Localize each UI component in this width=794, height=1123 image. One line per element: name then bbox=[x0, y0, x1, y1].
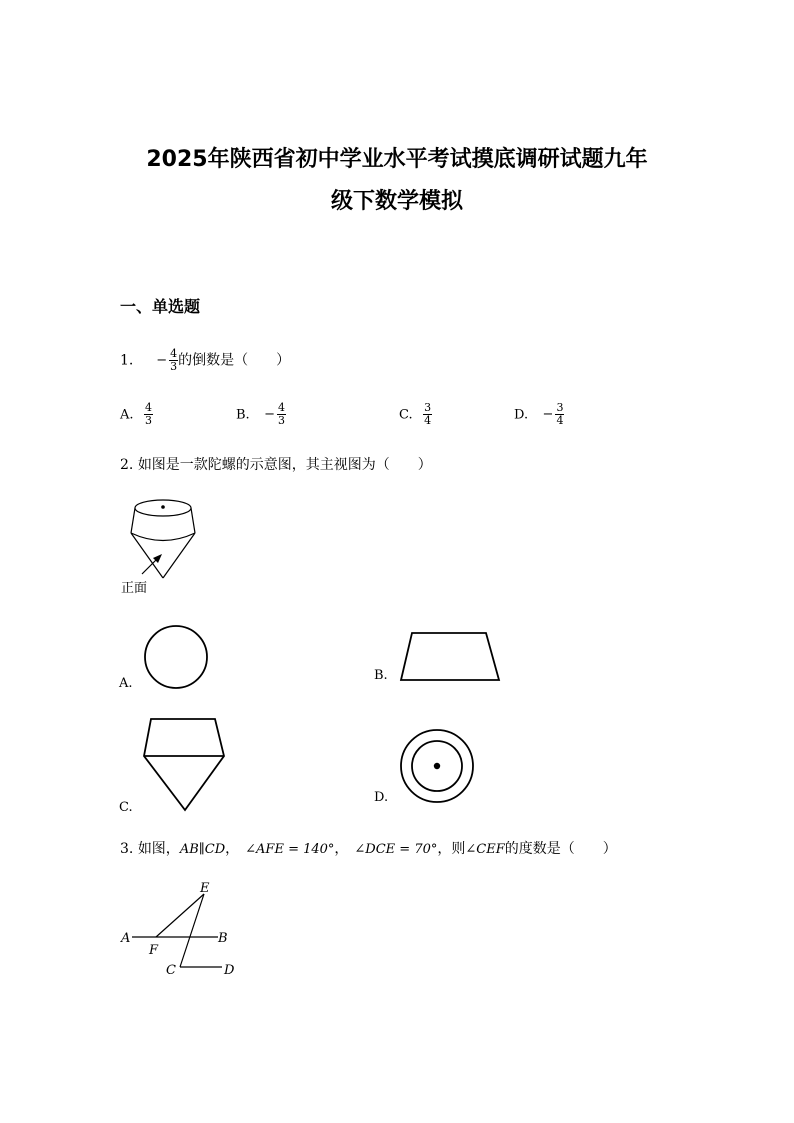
parallel-lines-figure bbox=[118, 876, 248, 980]
target-angle: ∠CEF bbox=[465, 842, 505, 857]
figure-label: 正面 bbox=[121, 581, 148, 596]
option-d-label: D. bbox=[374, 790, 389, 805]
middle-curve bbox=[131, 533, 195, 541]
option-a-circle[interactable] bbox=[140, 622, 212, 694]
question-stem: 如图是一款陀螺的示意图，其主视图为（ ） bbox=[137, 457, 432, 473]
fraction: $\frac{3}{4}$ bbox=[424, 401, 432, 427]
option-d[interactable]: D. − $\frac{3}{4}$ bbox=[514, 401, 564, 427]
option-b-trapezoid[interactable] bbox=[398, 630, 504, 684]
question-number: 2. bbox=[120, 457, 134, 473]
point-f: F bbox=[149, 943, 159, 958]
question-3: 3. 如图，AB∥CD， ∠AFE = 140°， ∠DCE = 70°，则∠CEF的度数是（ ） bbox=[120, 841, 617, 857]
point-e: E bbox=[200, 881, 210, 896]
option-b-label: B. bbox=[374, 668, 388, 683]
center-dot bbox=[161, 505, 165, 509]
option-c-label: C. bbox=[119, 800, 133, 815]
fraction: $\frac{4}{3}$ bbox=[170, 347, 178, 373]
point-d: D bbox=[224, 963, 235, 978]
point-c: C bbox=[166, 963, 176, 978]
condition-angle-dce: ∠DCE = 70° bbox=[354, 842, 438, 857]
question-2 bbox=[120, 454, 432, 474]
option-c-figure[interactable] bbox=[140, 716, 230, 814]
section-heading: 一、单选题 bbox=[120, 297, 201, 316]
option-a-label: A. bbox=[119, 676, 133, 691]
fraction: $\frac{4}{3}$ bbox=[144, 401, 152, 427]
question-number: 1. bbox=[120, 352, 134, 369]
condition-parallel: AB∥CD bbox=[179, 842, 226, 857]
question-stem: 的倒数是（ ） bbox=[178, 352, 291, 369]
option-a[interactable]: A. $\frac{4}{3}$ bbox=[120, 401, 152, 427]
fraction: $\frac{4}{3}$ bbox=[278, 401, 286, 427]
question-number: 3. bbox=[120, 841, 134, 857]
point-a: A bbox=[121, 931, 131, 946]
page-title-line2: 级下数学模拟 bbox=[330, 189, 463, 214]
option-c[interactable]: C. $\frac{3}{4}$ bbox=[399, 401, 432, 427]
page-title-line1: 2025年陕西省初中学业水平考试摸底调研试题九年 bbox=[146, 147, 648, 172]
minus-sign: − bbox=[156, 353, 168, 368]
point-b: B bbox=[218, 931, 228, 946]
question-1 bbox=[120, 348, 290, 373]
option-b[interactable]: B. − $\frac{4}{3}$ bbox=[236, 401, 286, 427]
condition-angle-afe: ∠AFE = 140° bbox=[245, 842, 335, 857]
fraction: $\frac{3}{4}$ bbox=[556, 401, 564, 427]
option-d-figure[interactable] bbox=[398, 728, 476, 806]
